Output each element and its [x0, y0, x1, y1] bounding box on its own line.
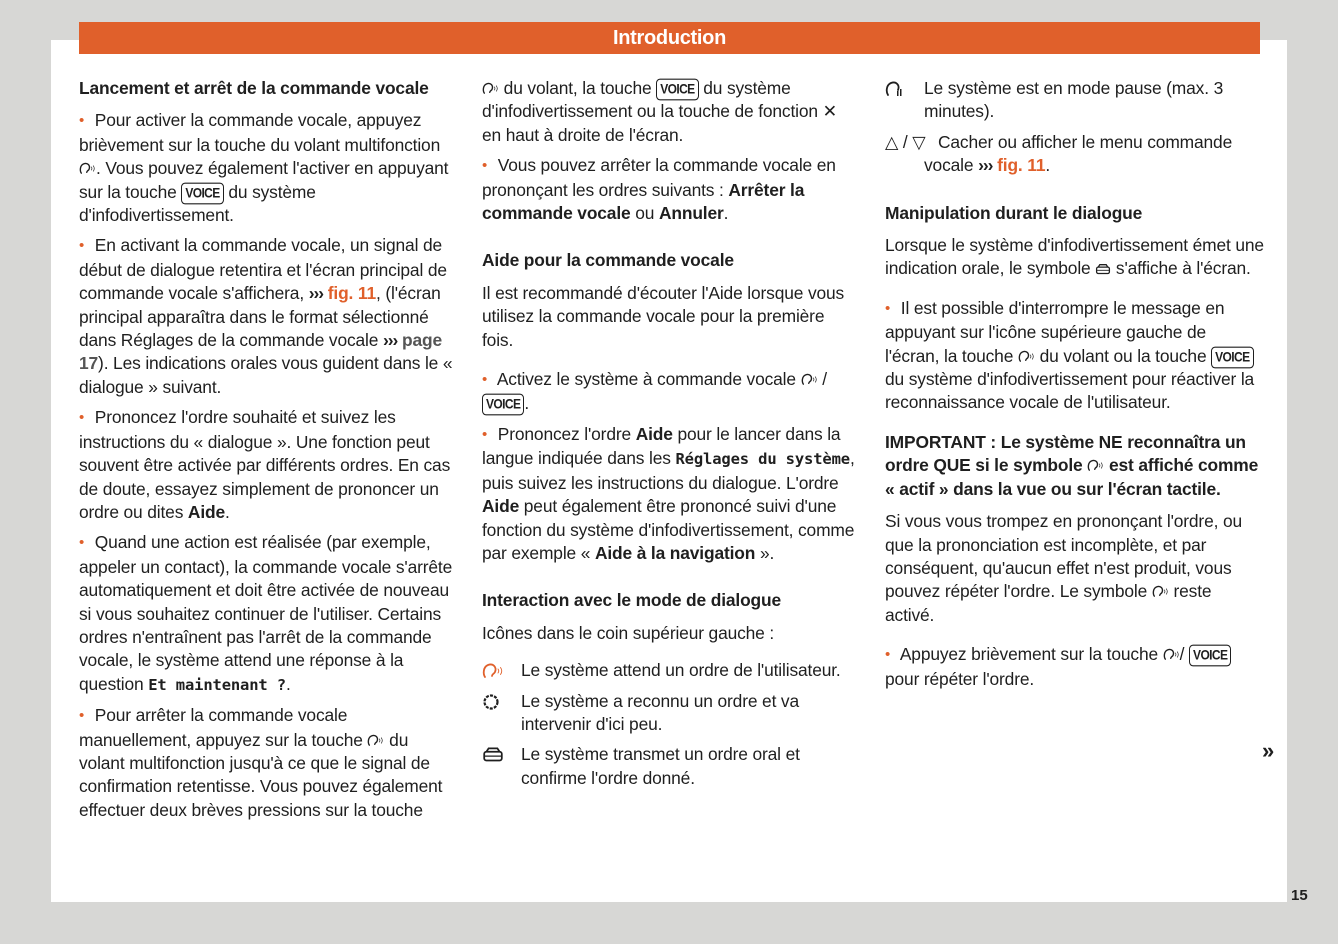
- column-3: [885, 77, 1265, 698]
- paragraph-interrupt: • Il est possible d'interrompre le message en appuyant sur l'icône supérieure gauche de l'écran, la touche du volant ou la touche VOICE du système d'infodivertissement pour réactiver la reconnaissance vocale de l'utilisateur.: [885, 297, 1265, 415]
- figure-link[interactable]: fig. 11: [997, 155, 1046, 176]
- speaking-icon: [1095, 263, 1111, 276]
- list-item: Le système est en mode pause (max. 3 minutes).: [885, 77, 1265, 124]
- voice-button-icon: [1152, 584, 1169, 599]
- reference-arrows-icon: ›››: [978, 155, 993, 176]
- voice-button-icon: [79, 161, 96, 176]
- speaking-icon: [482, 745, 504, 765]
- page-number: 15: [1291, 887, 1308, 904]
- close-x-icon: ✕: [822, 101, 838, 122]
- voice-key-icon: VOICE: [482, 394, 524, 416]
- voice-button-icon: [1087, 458, 1104, 473]
- paragraph-help-intro: Il est recommandé d'écouter l'Aide lorsque vous utilisez la commande vocale pour la première fois.: [482, 282, 845, 350]
- heading-help: Aide pour la commande vocale: [482, 250, 734, 271]
- paragraph-dialogue-start: • En activant la commande vocale, un signal de début de dialogue retentira et l'écran principal de commande vocale s'affichera, ››› fig. 11, (l'écran principal apparaîtra dans le format sélectionné dans Réglages de la commande vocale ››› page 17). Les indications orales vous guident dans le « dialogue » suivant.: [79, 234, 457, 399]
- voice-key-icon: VOICE: [656, 79, 698, 101]
- section-header: Introduction: [79, 22, 1260, 54]
- list-item: Le système attend un ordre de l'utilisateur.: [482, 659, 860, 682]
- column-2: [482, 77, 860, 797]
- column-1: [79, 77, 457, 829]
- voice-button-icon: [482, 81, 499, 96]
- voice-button-icon: [801, 372, 818, 387]
- processing-icon: [482, 692, 504, 712]
- list-item: Le système transmet un ordre oral et confirme l'ordre donné.: [482, 743, 860, 790]
- icon-legend-list: [482, 659, 860, 790]
- voice-button-icon: [1163, 647, 1180, 662]
- list-item: Le système a reconnu un ordre et va intervenir d'ici peu.: [482, 690, 860, 737]
- toggle-menu-row: △ / ▽ Cacher ou afficher le menu commande vocale ››› fig. 11.: [885, 131, 1233, 176]
- reference-arrows-icon: ›››: [382, 330, 398, 351]
- voice-key-icon: VOICE: [1189, 645, 1231, 667]
- paragraph-icons-intro: Icônes dans le coin supérieur gauche :: [482, 622, 775, 643]
- paragraph-say-help: • Prononcez l'ordre Aide pour le lancer dans la langue indiquée dans les Réglages du système, puis suivez les instructions du dialogue. L'ordre Aide peut également être prononcé suivi d'une fonction du système d'infodivertissement, comme par exemple « Aide à la navigation ».: [482, 423, 860, 565]
- paragraph-activate-system: • Activez le système à commande vocale / VOICE .: [482, 368, 860, 416]
- paragraph-repeat: • Appuyez brièvement sur la touche / VOICE pour répéter l'ordre.: [885, 643, 1265, 691]
- voice-key-icon: VOICE: [1211, 346, 1253, 368]
- voice-button-icon: [367, 733, 384, 748]
- reference-arrows-icon: ›››: [308, 283, 324, 304]
- heading-dialogue-mode: Interaction avec le mode de dialogue: [482, 590, 782, 611]
- paragraph-continued: du volant, la touche VOICE du système d'infodivertissement ou la touche de fonction ✕ en haut à droite de l'écran.: [482, 78, 838, 145]
- paragraph-stop-manual: • Pour arrêter la commande vocale manuellement, appuyez sur la touche du volant multifonction jusqu'à ce que le signal de confirmation retentisse. Vous pouvez également effectuer deux brèves pressions sur la touche: [79, 704, 457, 822]
- voice-button-icon: [1018, 349, 1035, 364]
- voice-waiting-icon: [482, 661, 504, 681]
- heading-handling: Manipulation durant le dialogue: [885, 202, 1143, 223]
- continue-next-page-icon: »: [1262, 738, 1275, 763]
- important-note: IMPORTANT : Le système NE reconnaîtra un ordre QUE si le symbole est affiché comme « actif » dans la vue ou sur l'écran tactile.: [885, 431, 1259, 499]
- paragraph-stop-commands: • Vous pouvez arrêter la commande vocale en prononçant les ordres suivants : Arrêter la commande vocale ou Annuler.: [482, 154, 860, 225]
- paragraph-action-done: • Quand une action est réalisée (par exemple, appeler un contact), la commande vocale s'arrête automatiquement et doit être activée de nouveau si vous souhaitez continuer de l'utiliser. Certains ordres n'entraînent pas l'arrêt de la commande vocale, le système attend une réponse à la question Et maintenant ?.: [79, 531, 457, 697]
- heading-start-stop: Lancement et arrêt de la commande vocale: [79, 78, 429, 98]
- page-link[interactable]: page 17: [79, 330, 443, 374]
- paragraph-spoken-indication: Lorsque le système d'infodivertissement émet une indication orale, le symbole s'affiche à l'écran.: [885, 235, 1264, 279]
- icon-legend-list-continued: [885, 77, 1265, 124]
- paragraph-activate: • Pour activer la commande vocale, appuyez brièvement sur la touche du volant multifonction . Vous pouvez également l'activer en appuyant sur la touche VOICE du système d'infodivertissement.: [79, 109, 457, 227]
- paragraph-retry: Si vous vous trompez en prononçant l'ordre, ou que la prononciation est incomplète, et par conséquent, qu'aucun effet n'est produit, vous pouvez répéter l'ordre. Le symbole reste activé.: [885, 511, 1242, 625]
- voice-key-icon: VOICE: [181, 182, 223, 204]
- figure-link[interactable]: fig. 11: [327, 283, 376, 304]
- paragraph-pronounce: • Prononcez l'ordre souhaité et suivez les instructions du « dialogue ». Une fonction peut souvent être activée par différents ordres. En cas de doute, essayez simplement de prononcer un ordre ou dites Aide.: [79, 406, 457, 524]
- show-hide-triangle-icons: △ / ▽: [885, 131, 926, 152]
- voice-pause-icon: [885, 79, 907, 99]
